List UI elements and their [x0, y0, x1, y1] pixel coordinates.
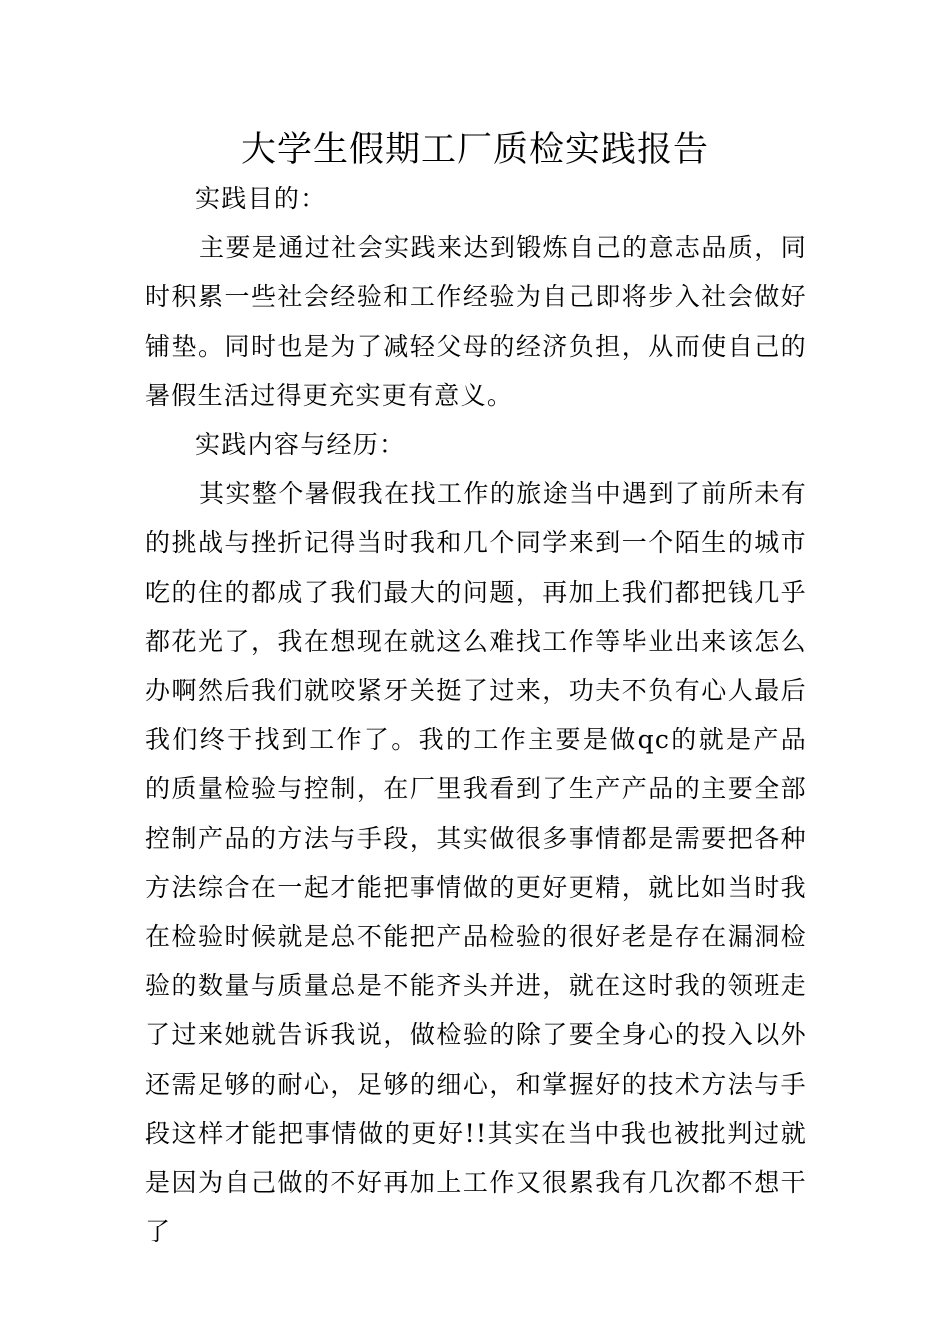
document-body — [145, 174, 807, 1256]
paragraph-content: 其实整个暑假我在找工作的旅途当中遇到了前所未有的挑战与挫折记得当时我和几个同学来到一个陌生的城市吃的住的都成了我们最大的问题，再加上我们都把钱几乎都花光了，我在想现在就这么难找工作等毕业出来该怎么办啊然后我们就咬紧牙关挺了过来，功夫不负有心人最后我们终于找到工作了。我的工作主要是做qc的就是产品的质量检验与控制，在厂里我看到了生产产品的主要全部控制产品的方法与手段，其实做很多事情都是需要把各种方法综合在一起才能把事情做的更好更精，就比如当时我在检验时候就是总不能把产品检验的很好老是存在漏洞检验的数量与质量总是不能齐头并进，就在这时我的领班走了过来她就告诉我说，做检验的除了要全身心的投入以外还需足够的耐心，足够的细心，和掌握好的技术方法与手段这样才能把事情做的更好!!其实在当中我也被批判过就是因为自己做的不好再加上工作又很累我有几次都不想干了 — [145, 479, 807, 1247]
paragraph-purpose: 主要是通过社会实践来达到锻炼自己的意志品质，同时积累一些社会经验和工作经验为自己即将步入社会做好铺垫。同时也是为了减轻父母的经济负担，从而使自己的暑假生活过得更充实更有意义。 — [145, 233, 807, 410]
document-title: 大学生假期工厂质检实践报告 — [240, 130, 709, 170]
section-heading-purpose: 实践目的： — [195, 184, 327, 213]
section-heading-content: 实践内容与经历： — [195, 430, 406, 460]
